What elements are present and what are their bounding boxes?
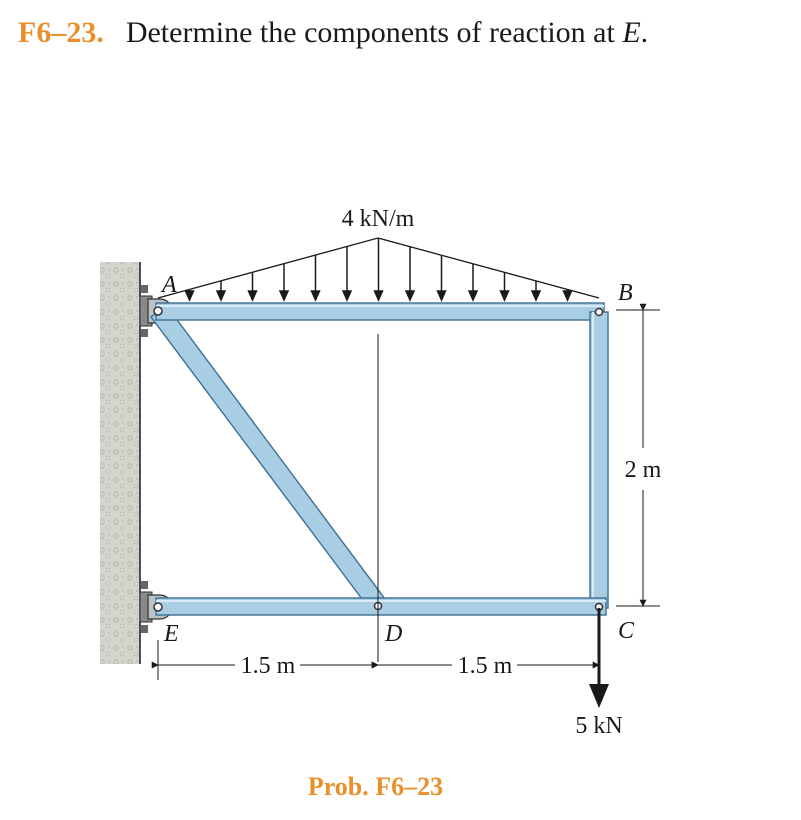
load-arrow xyxy=(312,255,320,300)
load-arrow xyxy=(375,238,383,300)
label-C: C xyxy=(618,618,635,644)
pin-A xyxy=(154,307,162,315)
statement-point: E xyxy=(622,16,641,49)
load-arrow xyxy=(469,264,477,300)
dimension-right-label: 1.5 m xyxy=(457,653,513,679)
label-E: E xyxy=(164,621,179,647)
statement-period: . xyxy=(640,16,649,49)
distributed-load xyxy=(158,238,599,300)
load-arrow xyxy=(186,289,194,300)
load-arrow xyxy=(438,255,446,300)
pin-B xyxy=(596,309,603,316)
wall xyxy=(100,262,140,664)
load-arrow xyxy=(217,281,225,300)
label-A: A xyxy=(162,272,177,298)
member-AD xyxy=(151,305,385,611)
point-load-5kN xyxy=(589,608,609,708)
load-arrow xyxy=(501,272,509,300)
statement-text: Determine the components of reaction at xyxy=(125,16,615,49)
pin-E xyxy=(154,603,162,611)
label-B: B xyxy=(618,280,633,306)
member-BC xyxy=(590,312,608,608)
load-arrow xyxy=(280,264,288,300)
load-label: 4 kN/m xyxy=(341,206,415,232)
load-arrow xyxy=(249,272,257,300)
force-label: 5 kN xyxy=(575,713,623,739)
load-arrow xyxy=(343,246,351,300)
label-D: D xyxy=(385,621,403,647)
member-AB xyxy=(156,303,604,320)
problem-number: F6–23. xyxy=(18,16,104,49)
load-arrow xyxy=(532,281,540,300)
load-arrow xyxy=(406,247,414,300)
load-arrow xyxy=(564,289,572,300)
dimension-left-label: 1.5 m xyxy=(240,653,296,679)
dimension-height-label: 2 m xyxy=(624,457,662,483)
figure-caption: Prob. F6–23 xyxy=(307,772,444,801)
